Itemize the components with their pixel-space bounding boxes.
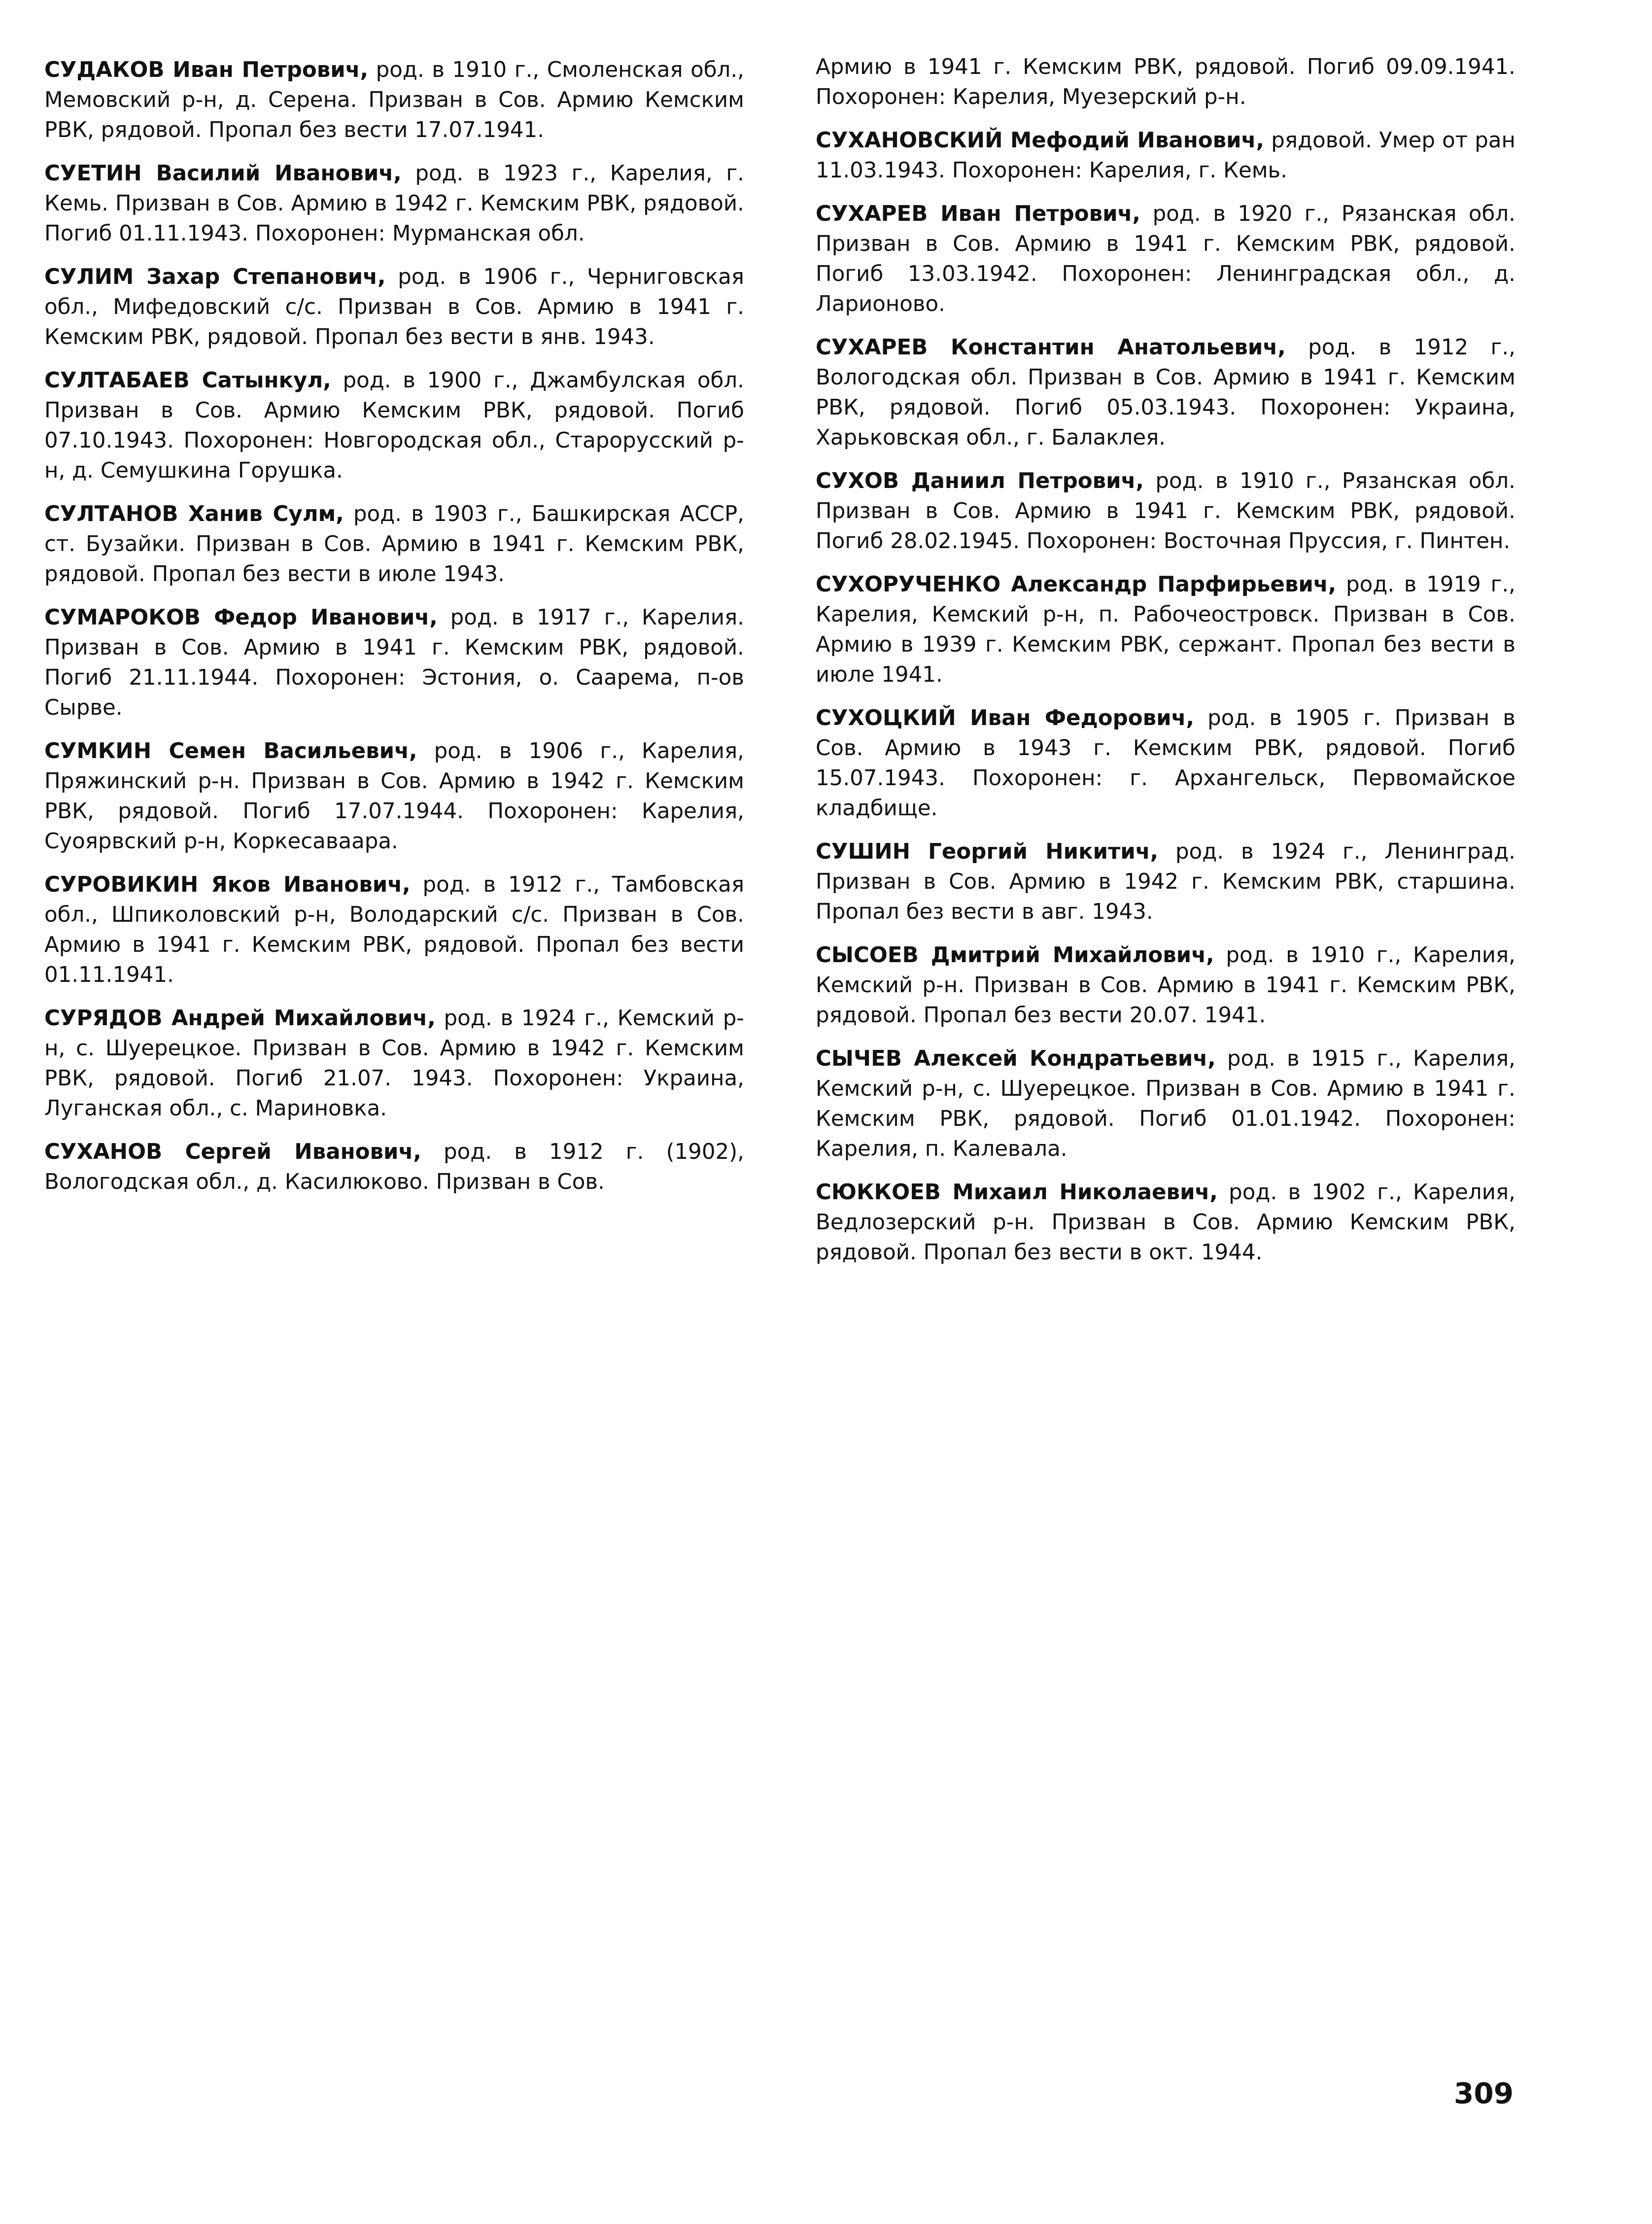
entry-text: род. в 1905 г. Призван в Сов. Армию в 1943 г. Кемским РВК, рядовой. Погиб 15.07.1943. Похоронен: г. Архангельск, Первомайское кладбище.: [816, 706, 1515, 821]
entry-sushin: [816, 837, 1515, 927]
entry-sumkin: [44, 736, 744, 857]
entry-name: СУЕТИН Василий Иванович,: [44, 161, 402, 186]
entry-sultanov: [44, 499, 744, 590]
entry-suetin: [44, 159, 744, 249]
entry-sultabaev: [44, 366, 744, 486]
entry-name: СУХАРЕВ Иван Петрович,: [816, 202, 1141, 226]
entry-text: род. в 1900 г., Джамбулская обл. Призван в Сов. Армию Кемским РВК, рядовой. Погиб 07.10.1943. Похоронен: Новгородская обл., Старорусский р-н, д. Семушкина Горушка.: [44, 368, 744, 483]
entry-sulim: [44, 262, 744, 352]
entry-text: род. в 1910 г., Смоленская обл., Мемовский р-н, д. Серена. Призван в Сов. Армию Кемским РВК, рядовой. Пропал без вести 17.07.1941.: [44, 58, 745, 142]
entry-sukharev-ivan: [816, 199, 1515, 319]
entry-name: СУЛИМ Захар Степанович,: [44, 265, 386, 289]
page-number: 309: [1454, 2077, 1514, 2110]
entry-name: СУРОВИКИН Яков Иванович,: [44, 872, 411, 897]
entry-syukkoev: [816, 1178, 1515, 1268]
entry-text: род. в 1910 г., Карелия, Кемский р-н. Призван в Сов. Армию в 1941 г. Кемским РВК, рядовой. Пропал без вести 20.07. 1941.: [816, 943, 1515, 1028]
entry-name: СЮККОЕВ Михаил Николаевич,: [816, 1180, 1218, 1205]
entry-name: СУМАРОКОВ Федор Иванович,: [44, 605, 438, 630]
entry-text: род. в 1917 г., Карелия. Призван в Сов. Армию в 1941 г. Кемским РВК, рядовой. Погиб 21.11.1944. Похоронен: Эстония, о. Саарема, п-ов Сырве.: [44, 605, 744, 720]
entry-name: СУХОВ Даниил Петрович,: [816, 469, 1144, 493]
entry-suryadov: [44, 1004, 744, 1124]
entry-sumarokov: [44, 603, 744, 723]
entry-text: род. в 1903 г., Башкирская АССР, ст. Бузайки. Призван в Сов. Армию в 1941 г. Кемским РВК, рядовой. Пропал без вести в июле 1943.: [44, 502, 745, 587]
entry-text: род. в 1924 г., Кемский р-н, с. Шуерецкое. Призван в Сов. Армию в 1942 г. Кемским РВК, рядовой. Погиб 21.07. 1943. Похоронен: Украина, Луганская обл., с. Мариновка.: [44, 1006, 745, 1121]
entry-text: род. в 1919 г., Карелия, Кемский р-н, п. Рабочеостровск. Призван в Сов. Армию в 1939 г. Кемским РВК, сержант. Пропал без вести в июле 1941.: [816, 572, 1515, 687]
entry-text: род. в 1923 г., Карелия, г. Кемь. Призван в Сов. Армию в 1942 г. Кемским РВК, рядовой. Погиб 01.11.1943. Похоронен: Мурманская обл.: [44, 161, 744, 246]
entry-text: род. в 1912 г., Тамбовская обл., Шпиколовский р-н, Володарский с/с. Призван в Сов. Армию в 1941 г. Кемским РВК, рядовой. Пропал без вести 01.11.1941.: [44, 872, 744, 987]
entry-text: род. в 1920 г., Рязанская обл. Призван в Сов. Армию в 1941 г. Кемским РВК, рядовой. Погиб 13.03.1942. Похоронен: Ленинградская обл., д. Ларионово.: [816, 202, 1515, 316]
left-column: [44, 55, 744, 1211]
entry-sukhanovsky: [816, 126, 1515, 186]
entry-text: род. в 1902 г., Карелия, Ведлозерский р-н. Призван в Сов. Армию Кемским РВК, рядовой. Пропал без вести в окт. 1944.: [816, 1180, 1515, 1265]
entry-sysoev: [816, 940, 1515, 1031]
entry-name: СЫЧЕВ Алексей Кондратьевич,: [816, 1046, 1216, 1071]
entry-name: СЫСОЕВ Дмитрий Михайлович,: [816, 943, 1214, 968]
entry-text: род. в 1924 г., Ленинград. Призван в Сов. Армию в 1942 г. Кемским РВК, старшина. Пропал без вести в авг. 1943.: [816, 839, 1515, 924]
entry-name: СУХАНОВСКИЙ Мефодий Иванович,: [816, 128, 1265, 153]
entry-text: рядовой. Умер от ран 11.03.1943. Похоронен: Карелия, г. Кемь.: [816, 128, 1515, 183]
entry-sukharev-konstantin: [816, 333, 1515, 453]
entry-text: род. в 1915 г., Карелия, Кемский р-н, с. Шуерецкое. Призван в Сов. Армию в 1941 г. Кемским РВК, рядовой. Погиб 01.01.1942. Похоронен: Карелия, п. Калевала.: [816, 1046, 1515, 1161]
entry-text: род. в 1910 г., Рязанская обл. Призван в Сов. Армию в 1941 г. Кемским РВК, рядовой. Погиб 28.02.1945. Похоронен: Восточная Пруссия, г. Пинтен.: [816, 469, 1515, 554]
entry-text: род. в 1912 г. (1902), Вологодская обл., д. Касилюково. Призван в Сов.: [44, 1140, 744, 1194]
entry-sukhotsky: [816, 703, 1515, 824]
entry-surovikin: [44, 870, 744, 990]
entry-name: СУХАНОВ Сергей Иванович,: [44, 1140, 421, 1164]
entry-name: СУХАРЕВ Константин Анатольевич,: [816, 335, 1286, 360]
entry-sukhov: [816, 466, 1515, 556]
right-column: [816, 55, 1515, 1281]
entry-name: СУШИН Георгий Никитич,: [816, 839, 1159, 864]
entry-continuation: Армию в 1941 г. Кемским РВК, рядовой. Погиб 09.09.1941. Похоронен: Карелия, Муезерский р-н.: [816, 55, 1515, 109]
entry-sychev: [816, 1044, 1515, 1164]
entry-sukhoruchenko: [816, 570, 1515, 690]
entry-text: род. в 1906 г., Карелия, Пряжинский р-н. Призван в Сов. Армию в 1942 г. Кемским РВК, рядовой. Погиб 17.07.1944. Похоронен: Карелия, Суоярвский р-н, Коркесаваара.: [44, 739, 744, 854]
entry-sukhanov: [44, 1137, 744, 1197]
entry-name: СУХОЦКИЙ Иван Федорович,: [816, 706, 1195, 730]
entry-name: СУХОРУЧЕНКО Александр Парфирьевич,: [816, 572, 1337, 597]
entry-name: СУЛТАБАЕВ Сатынкул,: [44, 368, 331, 393]
entry-name: СУДАКОВ Иван Петрович,: [44, 58, 369, 82]
entry-name: СУРЯДОВ Андрей Михайлович,: [44, 1006, 436, 1031]
entry-name: СУЛТАНОВ Ханив Сулм,: [44, 502, 344, 526]
entry-sudakov: [44, 55, 744, 145]
entry-text: род. в 1906 г., Черниговская обл., Мифедовский с/с. Призван в Сов. Армию в 1941 г. Кемским РВК, рядовой. Пропал без вести в янв. 1943.: [44, 265, 744, 349]
entry-text: род. в 1912 г., Вологодская обл. Призван в Сов. Армию в 1941 г. Кемским РВК, рядовой. Погиб 05.03.1943. Похоронен: Украина, Харьковская обл., г. Балаклея.: [816, 335, 1515, 450]
entry-name: СУМКИН Семен Васильевич,: [44, 739, 417, 764]
